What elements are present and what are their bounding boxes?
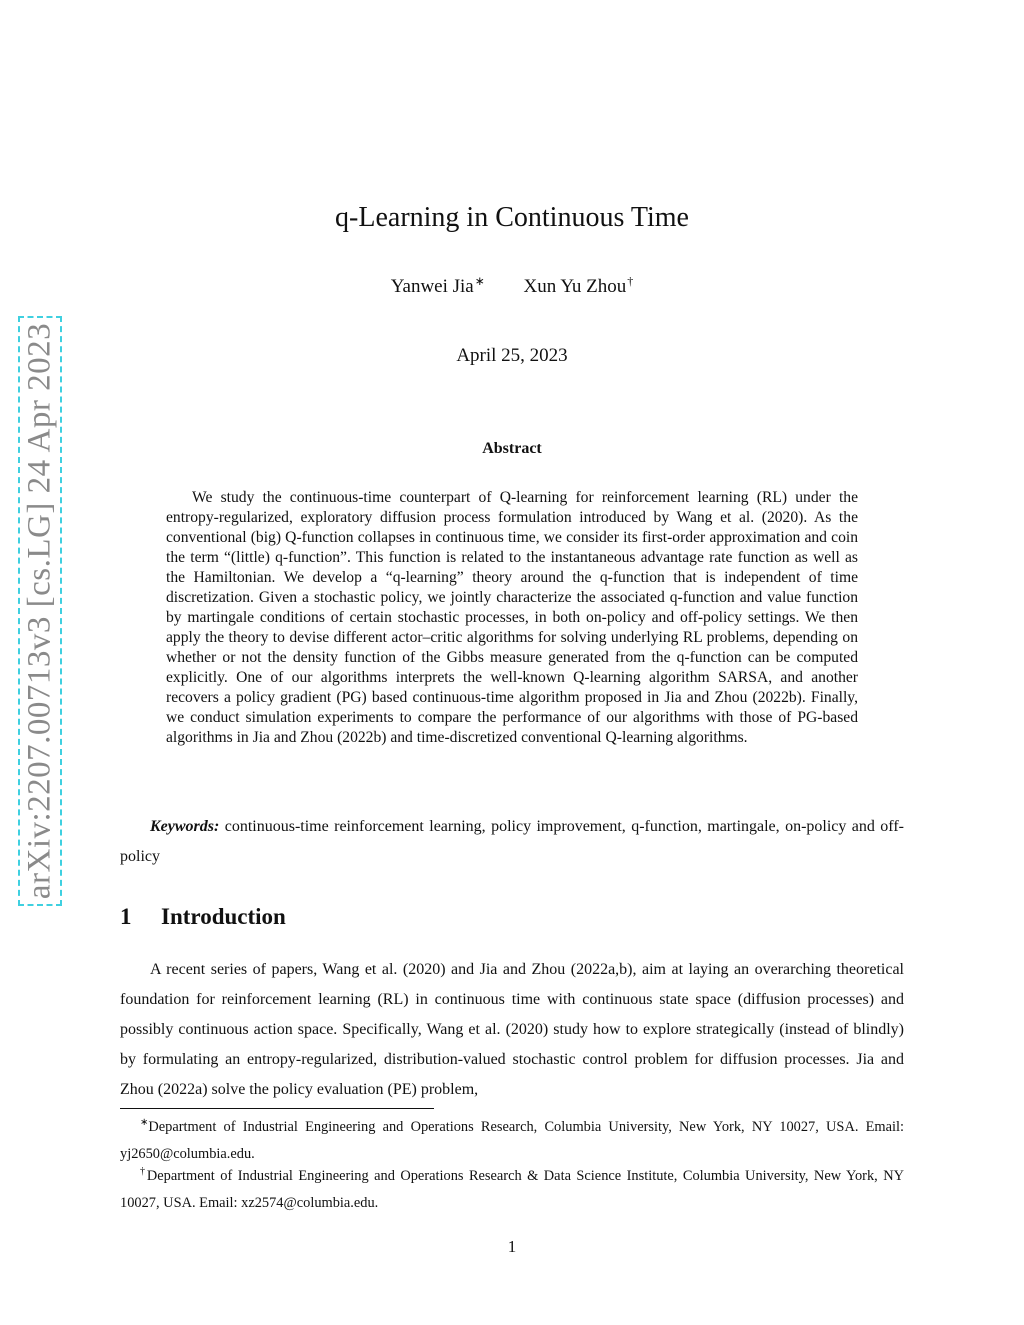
paper-title: q-Learning in Continuous Time: [335, 202, 689, 233]
footnote-2: [120, 1158, 904, 1217]
section-heading: [120, 904, 286, 930]
keywords-text: continuous-time reinforcement learning, policy improvement, q-function, martingale, on-policy and off-policy: [120, 818, 904, 865]
author-footnote-mark: ∗: [474, 274, 485, 288]
introduction-paragraph: A recent series of papers, Wang et al. (2020) and Jia and Zhou (2022a,b), aim at laying an overarching theoretical foundation for reinforcement learning (RL) in continuous time with continuous state space (diffusion processes) and possibly continuous action space. Specifically, Wang et al. (2020) study how to explore strategically (instead of blindly) by formulating an entropy-regularized, distribution-valued stochastic control problem for diffusion processes. Jia and Zhou (2022a) solve the policy evaluation (PE) problem,: [120, 961, 904, 1098]
author-footnote-mark: †: [627, 274, 634, 288]
abstract-heading: Abstract: [482, 440, 542, 457]
footnote-text: Department of Industrial Engineering and Operations Research, Columbia University, New York, NY 10027, USA. Email: yj2650@columbia.edu.: [120, 1119, 904, 1162]
author-name: Xun Yu Zhou: [523, 276, 627, 297]
author-list: [0, 274, 1024, 298]
author-name: Yanwei Jia: [390, 276, 474, 297]
author-1: [391, 274, 485, 298]
arxiv-identifier: arXiv:2207.00713v3 [cs.LG] 24 Apr 2023: [21, 322, 58, 900]
footnote-mark: †: [140, 1166, 147, 1177]
keywords: [120, 812, 904, 872]
section-title: Introduction: [161, 904, 286, 929]
keywords-label: Keywords:: [150, 818, 220, 835]
footnote-mark: ∗: [140, 1117, 149, 1128]
footnote-text: Department of Industrial Engineering and Operations Research & Data Science Institute, Columbia University, New York, NY 10027, USA. Email: xz2574@columbia.edu.: [120, 1168, 905, 1211]
author-2: [524, 274, 634, 298]
page-number: 1: [507, 1237, 517, 1256]
abstract-text: We study the continuous-time counterpart of Q-learning for reinforcement learning (RL) under the entropy-regularized, exploratory diffusion process formulation introduced by Wang et al. (2020). As the conventional (big) Q-function collapses in continuous time, we consider its first-order approximation and coin the term “(little) q-function”. This function is related to the instantaneous advantage rate function as well as the Hamiltonian. We develop a “q-learning” theory around the q-function that is independent of time discretization. Given a stochastic policy, we jointly characterize the associated q-function and value function by martingale conditions of certain stochastic processes, in both on-policy and off-policy settings. We then apply the theory to devise different actor–critic algorithms for solving underlying RL problems, depending on whether or not the density function of the Gibbs measure generated from the q-function can be computed explicitly. One of our algorithms interprets the well-known Q-learning algorithm SARSA, and another recovers a policy gradient (PG) based continuous-time algorithm proposed in Jia and Zhou (2022b). Finally, we conduct simulation experiments to compare the performance of our algorithms with those of PG-based algorithms in Jia and Zhou (2022b) and time-discretized conventional Q-learning algorithms.: [166, 489, 858, 746]
paper-date: April 25, 2023: [456, 345, 568, 366]
section-number: 1: [120, 904, 132, 929]
arxiv-identifier-stamp: [18, 316, 62, 906]
